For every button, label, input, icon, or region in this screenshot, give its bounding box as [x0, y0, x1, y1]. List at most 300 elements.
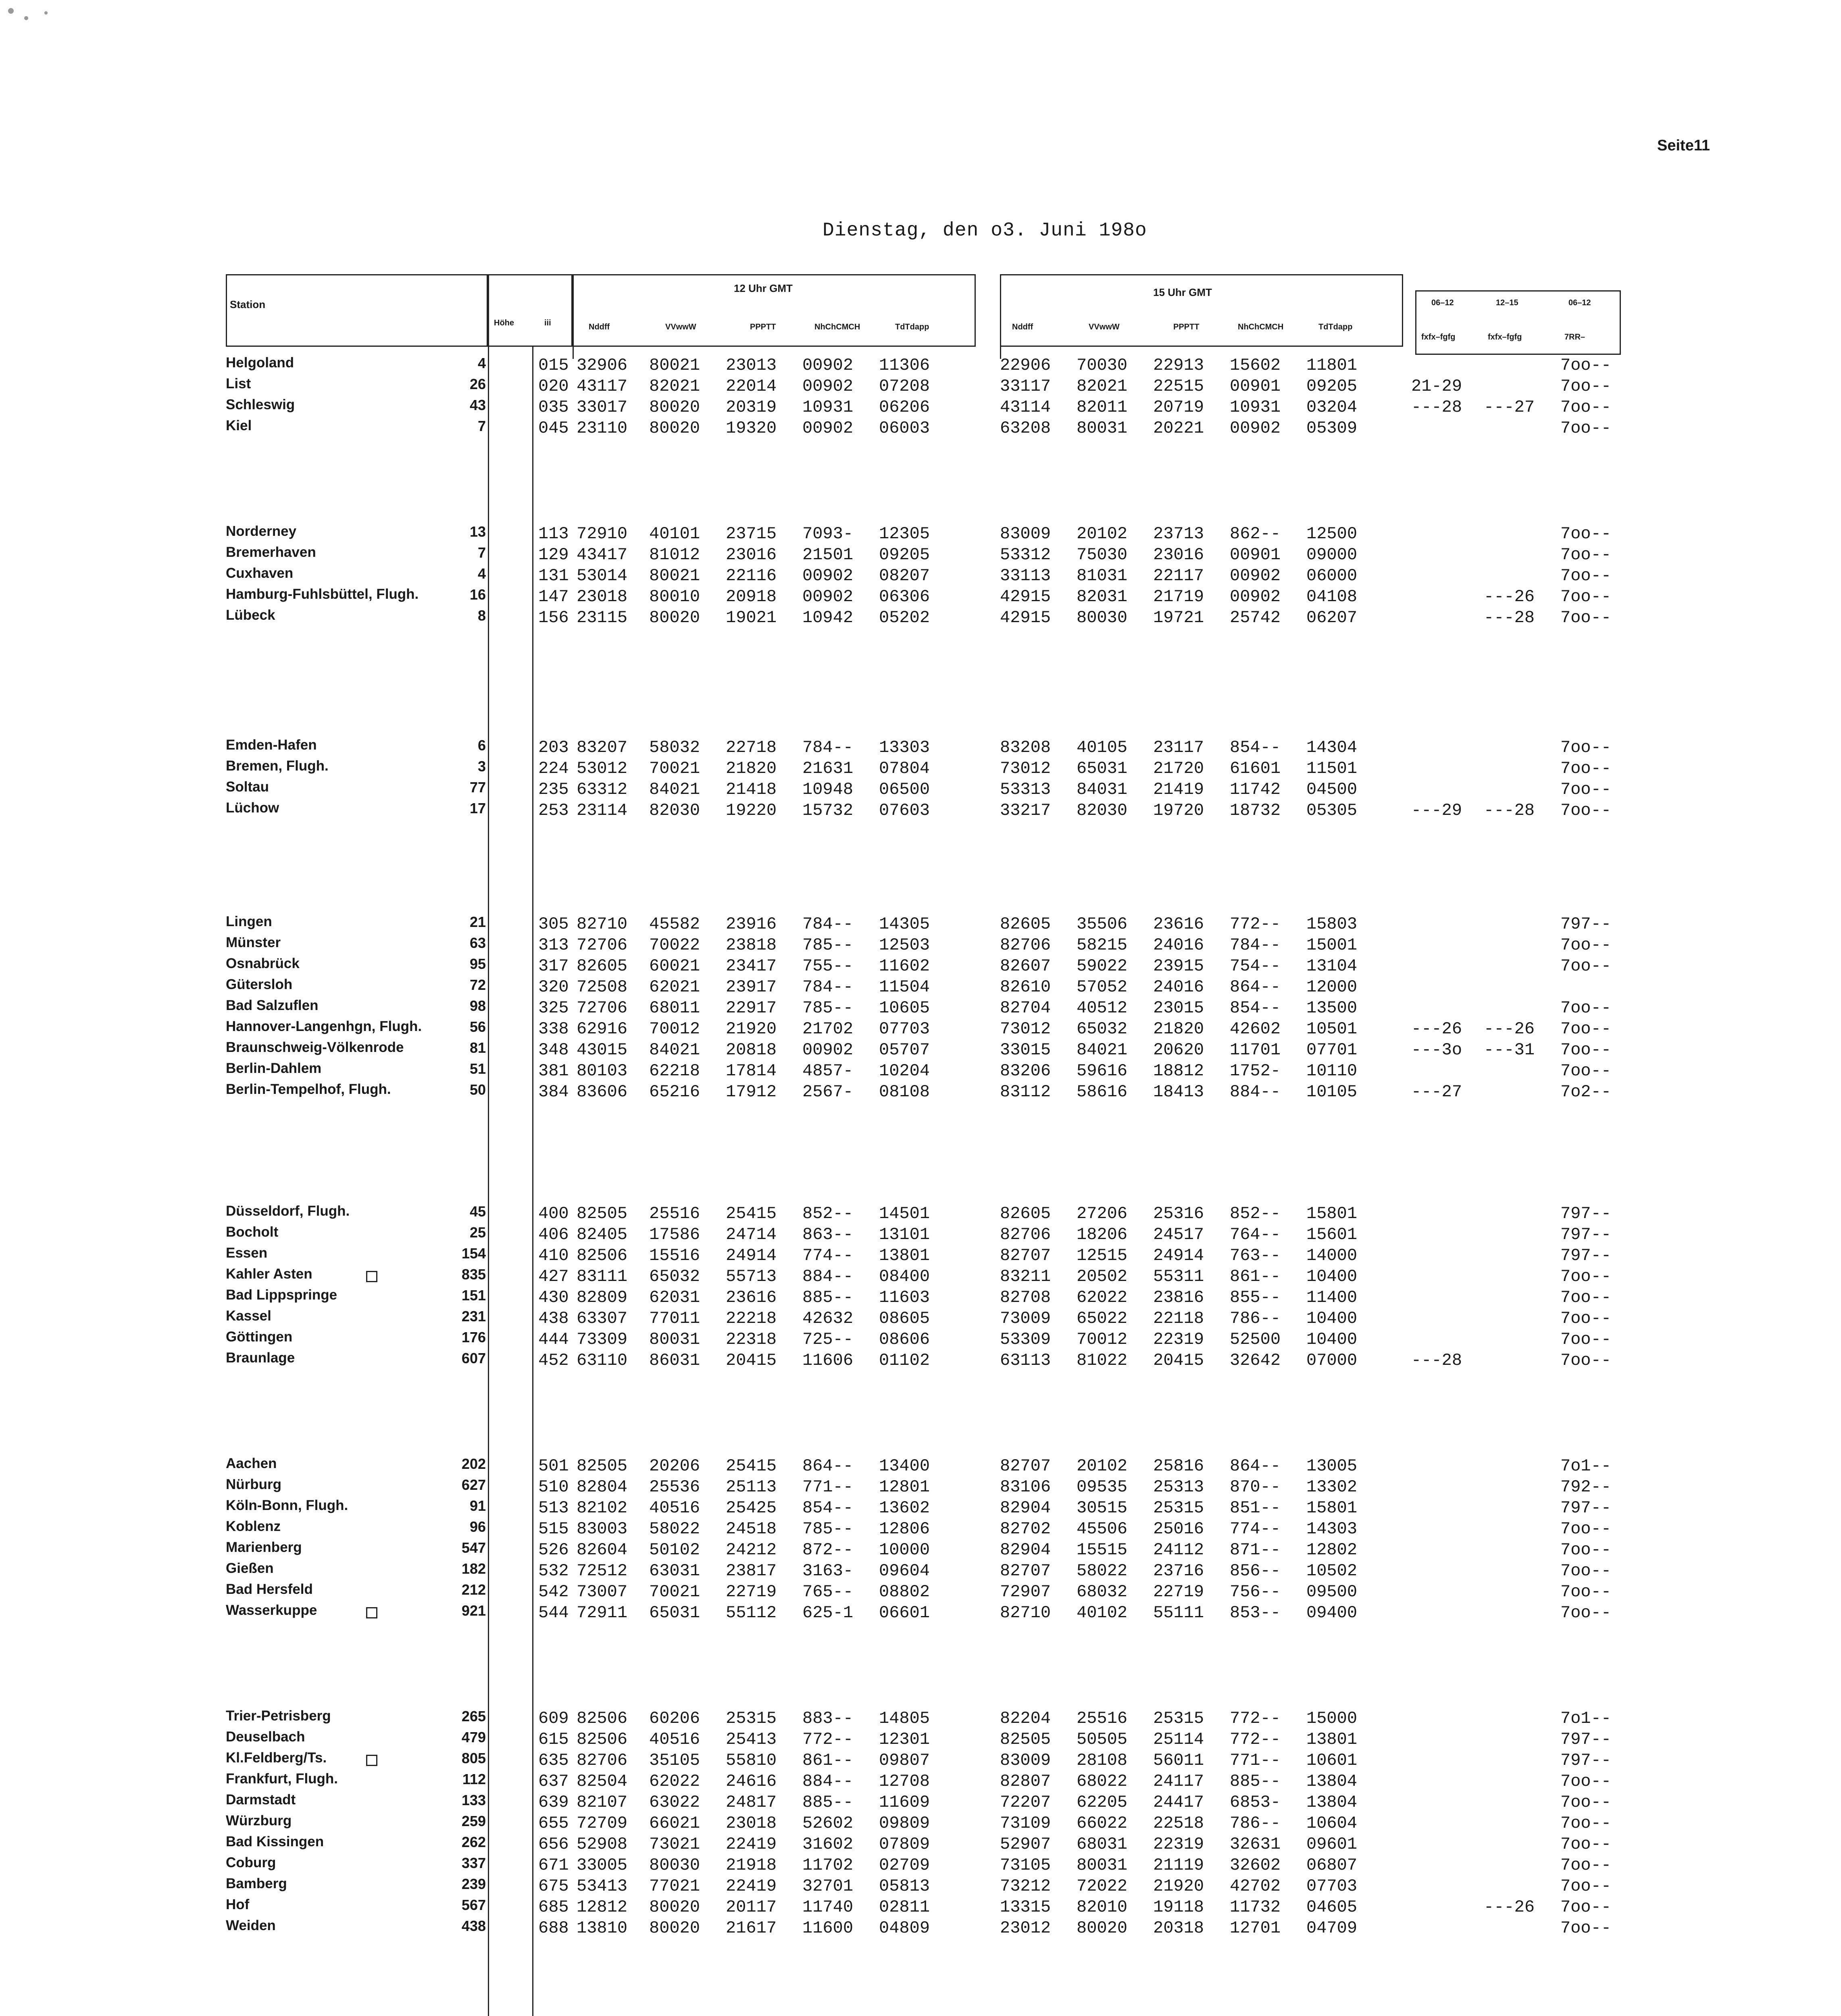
obs15-vvwww: 68031 [1077, 1835, 1128, 1854]
obs12-nddff: 82605 [577, 956, 628, 976]
station-name-text: Bad Salzuflen [226, 998, 319, 1013]
obs15-tdtdapp: 12500 [1306, 524, 1358, 544]
obs15-tdtdapp: 10601 [1306, 1751, 1358, 1770]
obs15-vvwww: 68032 [1077, 1582, 1128, 1602]
station-name [226, 1771, 338, 1787]
station-iii: 045 [538, 419, 569, 438]
station-row [226, 1081, 1661, 1102]
station-name-text: Deuselbach [226, 1729, 305, 1745]
station-name [226, 1060, 321, 1077]
obs15-vvwww: 27206 [1077, 1204, 1128, 1223]
obs12-vvwww: 82030 [649, 801, 700, 820]
obs15-ppptt: 24016 [1153, 977, 1204, 997]
obs15-tdtdapp: 06207 [1306, 608, 1358, 627]
obs12-tdtdapp: 09205 [879, 545, 930, 564]
open-square-icon [366, 1271, 377, 1282]
station-name [226, 779, 269, 795]
obs15-vvwww: 40102 [1077, 1603, 1128, 1622]
station-name [226, 1876, 287, 1892]
ext-12-15: ---26 [1484, 1019, 1535, 1039]
obs15-nhchcmch: 11701 [1230, 1040, 1281, 1060]
obs15-nhchcmch: 771-- [1230, 1751, 1281, 1770]
obs12-nddff: 63110 [577, 1351, 628, 1370]
obs15-ppptt: 56011 [1153, 1751, 1204, 1770]
station-height: 25 [469, 1224, 486, 1241]
obs12-ppptt: 21918 [726, 1856, 777, 1875]
station-row [226, 1918, 1661, 1939]
obs15-vvwww: 25516 [1077, 1709, 1128, 1728]
station-iii: 113 [538, 524, 569, 544]
station-height: 81 [469, 1039, 486, 1056]
station-name-text: Helgoland [226, 355, 294, 371]
obs15-nhchcmch: 884-- [1230, 1082, 1281, 1102]
station-row [226, 977, 1661, 998]
station-name [226, 1245, 267, 1261]
station-row [226, 1897, 1661, 1918]
obs15-nhchcmch: 856-- [1230, 1561, 1281, 1581]
station-name-text: Bad Hersfeld [226, 1581, 313, 1597]
header-iii: iii [544, 319, 551, 327]
obs15-nhchcmch: 774-- [1230, 1519, 1281, 1539]
obs15-nddff: 82708 [1000, 1288, 1051, 1307]
obs12-nddff: 53413 [577, 1876, 628, 1896]
station-row [226, 1560, 1661, 1581]
ext-7rr: 7oo-- [1560, 738, 1612, 757]
obs15-tdtdapp: 10400 [1306, 1330, 1358, 1349]
station-height: 212 [461, 1581, 486, 1598]
station-name [226, 914, 272, 930]
station-iii: 656 [538, 1835, 569, 1854]
obs15-nddff: 43114 [1000, 398, 1051, 417]
obs12-tdtdapp: 05202 [879, 608, 930, 627]
obs12-vvwww: 20206 [649, 1456, 700, 1476]
station-name-text: Braunschweig-Völkenrode [226, 1039, 404, 1055]
header-ext-sub-3: 7RR– [1564, 333, 1585, 342]
obs15-vvwww: 72022 [1077, 1876, 1128, 1896]
obs12-nddff: 72910 [577, 524, 628, 544]
obs12-tdtdapp: 02811 [879, 1897, 930, 1917]
obs15-vvwww: 82011 [1077, 398, 1128, 417]
obs15-tdtdapp: 14304 [1306, 738, 1358, 757]
obs12-nddff: 33005 [577, 1856, 628, 1875]
station-name [226, 1308, 271, 1324]
obs15-nddff: 53309 [1000, 1330, 1051, 1349]
station-row [226, 1224, 1661, 1245]
obs12-nhchcmch: 00902 [802, 566, 854, 585]
obs15-tdtdapp: 15001 [1306, 935, 1358, 955]
obs12-ppptt: 22318 [726, 1330, 777, 1349]
station-name [226, 1329, 292, 1345]
obs15-nhchcmch: 11742 [1230, 780, 1281, 799]
station-iii: 156 [538, 608, 569, 627]
obs12-nddff: 82706 [577, 1751, 628, 1770]
obs15-ppptt: 23816 [1153, 1288, 1204, 1307]
obs15-nddff: 73012 [1000, 759, 1051, 778]
obs15-nddff: 42915 [1000, 587, 1051, 606]
obs15-nddff: 82706 [1000, 935, 1051, 955]
obs12-vvwww: 58022 [649, 1519, 700, 1539]
obs15-vvwww: 62022 [1077, 1288, 1128, 1307]
obs12-ppptt: 55112 [726, 1603, 777, 1622]
obs15-vvwww: 18206 [1077, 1225, 1128, 1244]
obs12-tdtdapp: 02709 [879, 1856, 930, 1875]
obs15-vvwww: 59022 [1077, 956, 1128, 976]
obs15-nhchcmch: 11732 [1230, 1897, 1281, 1917]
obs15-nddff: 53312 [1000, 545, 1051, 564]
obs12-vvwww: 40101 [649, 524, 700, 544]
obs15-nhchcmch: 32602 [1230, 1856, 1281, 1875]
header-col-15-3: NhChCMCH [1238, 323, 1284, 331]
obs12-vvwww: 80021 [649, 356, 700, 375]
station-height: 112 [462, 1771, 486, 1787]
obs12-nhchcmch: 885-- [802, 1793, 854, 1812]
station-name [226, 1081, 391, 1098]
obs15-tdtdapp: 07703 [1306, 1876, 1358, 1896]
obs12-nhchcmch: 31602 [802, 1835, 854, 1854]
obs15-nddff: 82704 [1000, 998, 1051, 1018]
station-iii: 015 [538, 356, 569, 375]
obs15-vvwww: 81022 [1077, 1351, 1128, 1370]
ext-7rr: 7oo-- [1560, 1288, 1612, 1307]
station-row [226, 1203, 1661, 1224]
obs12-ppptt: 24817 [726, 1793, 777, 1812]
obs15-vvwww: 45506 [1077, 1519, 1128, 1539]
station-name-text: Kahler Asten [226, 1266, 312, 1282]
obs15-vvwww: 84021 [1077, 1040, 1128, 1060]
obs12-vvwww: 84021 [649, 1040, 700, 1060]
station-iii: 609 [538, 1709, 569, 1728]
ext-7rr: 7oo-- [1560, 1519, 1612, 1539]
ext-7rr: 7oo-- [1560, 587, 1612, 606]
obs12-nddff: 53014 [577, 566, 628, 585]
station-height: 16 [469, 586, 486, 603]
obs15-vvwww: 40105 [1077, 738, 1128, 757]
obs12-tdtdapp: 08605 [879, 1309, 930, 1328]
ext-7rr: 7oo-- [1560, 1876, 1612, 1896]
obs12-vvwww: 82021 [649, 377, 700, 396]
obs15-nddff: 82706 [1000, 1225, 1051, 1244]
station-name [226, 1855, 276, 1871]
station-name-text: Marienberg [226, 1539, 302, 1555]
station-row [226, 1708, 1661, 1729]
obs12-ppptt: 23016 [726, 545, 777, 564]
station-row [226, 1750, 1661, 1771]
station-height: 7 [477, 544, 486, 561]
obs15-nddff: 73009 [1000, 1309, 1051, 1328]
header-15uhr: 15 Uhr GMT [1153, 286, 1212, 298]
obs15-nddff: 82605 [1000, 1204, 1051, 1223]
ext-7rr: 7oo-- [1560, 780, 1612, 799]
ext-7rr: 7o1-- [1560, 1709, 1612, 1728]
station-row [226, 1350, 1661, 1371]
station-name-text: Bocholt [226, 1224, 279, 1240]
header-ext-sub-1: fxfx–fgfg [1421, 333, 1456, 342]
obs12-ppptt: 55713 [726, 1267, 777, 1286]
obs12-vvwww: 81012 [649, 545, 700, 564]
station-iii: 305 [538, 914, 569, 934]
station-name-text: Kassel [226, 1308, 271, 1324]
ext-7rr: 7oo-- [1560, 1267, 1612, 1286]
station-row [226, 607, 1661, 628]
obs12-nhchcmch: 11702 [802, 1856, 854, 1875]
station-name [226, 1834, 324, 1850]
obs15-nhchcmch: 853-- [1230, 1603, 1281, 1622]
obs15-vvwww: 84031 [1077, 780, 1128, 799]
ext-7rr: 7o1-- [1560, 1456, 1612, 1476]
obs15-nhchcmch: 00902 [1230, 566, 1281, 585]
obs15-nddff: 73012 [1000, 1019, 1051, 1039]
station-name-text: Düsseldorf, Flugh. [226, 1203, 350, 1219]
obs12-vvwww: 86031 [649, 1351, 700, 1370]
obs12-tdtdapp: 08606 [879, 1330, 930, 1349]
obs15-nddff: 73212 [1000, 1876, 1051, 1896]
obs15-nhchcmch: 42702 [1230, 1876, 1281, 1896]
station-row [226, 355, 1661, 376]
station-name [226, 1918, 276, 1934]
obs12-vvwww: 62218 [649, 1061, 700, 1081]
obs12-ppptt: 24518 [726, 1519, 777, 1539]
station-height: 26 [469, 376, 486, 392]
obs15-nddff: 33217 [1000, 801, 1051, 820]
obs12-nhchcmch: 10931 [802, 398, 854, 417]
obs12-ppptt: 20818 [726, 1040, 777, 1060]
obs12-nddff: 73007 [577, 1582, 628, 1602]
obs15-tdtdapp: 13804 [1306, 1772, 1358, 1791]
station-name-text: Osnabrück [226, 956, 300, 971]
header-col-15-1: VVwwW [1089, 323, 1120, 331]
obs12-vvwww: 70021 [649, 1582, 700, 1602]
obs15-tdtdapp: 09205 [1306, 377, 1358, 396]
obs12-nddff: 32906 [577, 356, 628, 375]
obs12-tdtdapp: 08108 [879, 1082, 930, 1102]
obs15-nhchcmch: 854-- [1230, 998, 1281, 1018]
obs15-vvwww: 12515 [1077, 1246, 1128, 1265]
station-row [226, 1245, 1661, 1266]
station-name [226, 355, 294, 371]
obs15-nhchcmch: 764-- [1230, 1225, 1281, 1244]
station-row [226, 1729, 1661, 1750]
obs12-ppptt: 25113 [726, 1477, 777, 1497]
obs12-ppptt: 22718 [726, 738, 777, 757]
obs15-nhchcmch: 754-- [1230, 956, 1281, 976]
obs12-tdtdapp: 11504 [879, 977, 930, 997]
obs15-ppptt: 19721 [1153, 608, 1204, 627]
obs12-tdtdapp: 11603 [879, 1288, 930, 1307]
obs15-ppptt: 25315 [1153, 1709, 1204, 1728]
station-iii: 203 [538, 738, 569, 757]
obs12-tdtdapp: 11609 [879, 1793, 930, 1812]
station-name-text: List [226, 376, 251, 392]
ext-12-15: ---31 [1484, 1040, 1535, 1060]
obs15-tdtdapp: 04605 [1306, 1897, 1358, 1917]
obs12-nhchcmch: 21631 [802, 759, 854, 778]
obs15-nddff: 82707 [1000, 1561, 1051, 1581]
obs12-nddff: 83003 [577, 1519, 628, 1539]
obs12-tdtdapp: 11306 [879, 356, 930, 375]
obs12-nhchcmch: 883-- [802, 1709, 854, 1728]
station-name-text: Weiden [226, 1918, 276, 1933]
ext-7rr: 7oo-- [1560, 1582, 1612, 1602]
obs12-ppptt: 20319 [726, 398, 777, 417]
obs12-nddff: 83111 [577, 1267, 628, 1286]
ext-7rr: 792-- [1560, 1477, 1612, 1497]
obs12-vvwww: 80031 [649, 1330, 700, 1349]
station-height: 13 [469, 523, 486, 540]
station-iii: 544 [538, 1603, 569, 1622]
obs15-vvwww: 80031 [1077, 419, 1128, 438]
station-height: 17 [469, 800, 486, 816]
header-station: Station [230, 298, 266, 310]
obs15-ppptt: 18812 [1153, 1061, 1204, 1081]
header-col-12-4: TdTdapp [895, 323, 929, 331]
station-name-text: Koblenz [226, 1518, 281, 1534]
obs12-vvwww: 77011 [649, 1309, 700, 1328]
obs12-ppptt: 22419 [726, 1876, 777, 1896]
obs15-ppptt: 25114 [1153, 1730, 1204, 1749]
obs15-vvwww: 80030 [1077, 608, 1128, 627]
obs12-nhchcmch: 21501 [802, 545, 854, 564]
obs15-tdtdapp: 04709 [1306, 1918, 1358, 1938]
obs15-vvwww: 82030 [1077, 801, 1128, 820]
obs12-nddff: 23114 [577, 801, 628, 820]
obs12-tdtdapp: 06306 [879, 587, 930, 606]
obs12-ppptt: 23018 [726, 1814, 777, 1833]
obs12-nddff: 53012 [577, 759, 628, 778]
obs12-nddff: 83207 [577, 738, 628, 757]
obs15-vvwww: 80031 [1077, 1856, 1128, 1875]
obs15-ppptt: 19118 [1153, 1897, 1204, 1917]
obs12-tdtdapp: 09809 [879, 1814, 930, 1833]
obs15-vvwww: 62205 [1077, 1793, 1128, 1812]
obs15-nhchcmch: 772-- [1230, 914, 1281, 934]
obs12-nhchcmch: 774-- [802, 1246, 854, 1265]
station-name [226, 1539, 302, 1556]
obs12-nddff: 82506 [577, 1709, 628, 1728]
obs12-ppptt: 21820 [726, 759, 777, 778]
obs12-tdtdapp: 06500 [879, 780, 930, 799]
station-name [226, 1224, 278, 1240]
station-name [226, 800, 279, 816]
obs15-ppptt: 21820 [1153, 1019, 1204, 1039]
obs15-nddff: 63113 [1000, 1351, 1051, 1370]
station-name-text: Gütersloh [226, 977, 293, 992]
obs12-vvwww: 35105 [649, 1751, 700, 1770]
obs12-ppptt: 21920 [726, 1019, 777, 1039]
station-iii: 430 [538, 1288, 569, 1307]
station-height: 151 [461, 1287, 486, 1304]
ext-7rr: 7oo-- [1560, 935, 1612, 955]
station-height: 176 [461, 1329, 486, 1345]
obs12-nhchcmch: 884-- [802, 1267, 854, 1286]
station-name [226, 1560, 274, 1577]
ext-7rr: 7oo-- [1560, 759, 1612, 778]
station-iii: 675 [538, 1876, 569, 1896]
ext-12-15: ---28 [1484, 608, 1535, 627]
obs15-nddff: 82702 [1000, 1519, 1051, 1539]
obs15-vvwww: 68022 [1077, 1772, 1128, 1791]
ext-7rr: 7oo-- [1560, 524, 1612, 544]
ext-7rr: 7oo-- [1560, 1772, 1612, 1791]
obs12-nddff: 82804 [577, 1477, 628, 1497]
obs15-ppptt: 18413 [1153, 1082, 1204, 1102]
scan-speck [44, 11, 48, 15]
obs12-tdtdapp: 04809 [879, 1918, 930, 1938]
station-name [226, 397, 295, 413]
ext-06-12: ---27 [1411, 1082, 1462, 1102]
station-row [226, 1771, 1661, 1792]
station-name [226, 523, 296, 539]
obs15-ppptt: 22719 [1153, 1582, 1204, 1602]
station-name [226, 607, 275, 623]
header-ext-2: 12–15 [1496, 298, 1518, 307]
station-height: 21 [469, 914, 486, 930]
obs12-nhchcmch: 10942 [802, 608, 854, 627]
obs15-tdtdapp: 05309 [1306, 419, 1358, 438]
obs15-tdtdapp: 09400 [1306, 1603, 1358, 1622]
ext-06-12: 21-29 [1411, 377, 1462, 396]
header-ext-1: 06–12 [1431, 298, 1454, 307]
obs15-nhchcmch: 00901 [1230, 377, 1281, 396]
station-name [226, 565, 293, 581]
obs15-vvwww: 65032 [1077, 1019, 1128, 1039]
obs12-nhchcmch: 884-- [802, 1772, 854, 1791]
station-name-text: Trier-Petrisberg [226, 1708, 331, 1724]
obs15-nddff: 82204 [1000, 1709, 1051, 1728]
obs15-nhchcmch: 42602 [1230, 1019, 1281, 1039]
obs12-nhchcmch: 885-- [802, 1288, 854, 1307]
obs12-ppptt: 22419 [726, 1835, 777, 1854]
obs12-nhchcmch: 15732 [802, 801, 854, 820]
obs12-nhchcmch: 771-- [802, 1477, 854, 1497]
obs12-tdtdapp: 13101 [879, 1225, 930, 1244]
obs12-ppptt: 21418 [726, 780, 777, 799]
ext-7rr: 797-- [1560, 1751, 1612, 1770]
obs12-nddff: 63312 [577, 780, 628, 799]
obs15-ppptt: 24117 [1153, 1772, 1204, 1791]
station-height: 262 [461, 1834, 486, 1850]
obs12-vvwww: 40516 [649, 1730, 700, 1749]
obs15-ppptt: 22118 [1153, 1309, 1204, 1328]
station-name-text: Köln-Bonn, Flugh. [226, 1497, 348, 1513]
station-name-text: Göttingen [226, 1329, 293, 1345]
station-height: 56 [469, 1018, 486, 1035]
obs15-nddff: 83208 [1000, 738, 1051, 757]
station-height: 479 [461, 1729, 486, 1745]
obs12-tdtdapp: 10000 [879, 1540, 930, 1560]
obs12-vvwww: 80020 [649, 419, 700, 438]
station-name [226, 586, 419, 602]
station-name [226, 1039, 404, 1056]
obs12-vvwww: 80020 [649, 1897, 700, 1917]
station-name [226, 737, 317, 753]
station-name [226, 376, 251, 392]
obs12-tdtdapp: 10605 [879, 998, 930, 1018]
station-name [226, 758, 329, 774]
obs12-nddff: 33017 [577, 398, 628, 417]
station-name [226, 1018, 422, 1035]
station-name-text: Kiel [226, 418, 252, 433]
obs15-vvwww: 57052 [1077, 977, 1128, 997]
header-15uhr-box [1000, 274, 1403, 347]
station-row [226, 565, 1661, 586]
obs12-ppptt: 21617 [726, 1918, 777, 1938]
obs15-tdtdapp: 15803 [1306, 914, 1358, 934]
station-row [226, 737, 1661, 758]
obs12-nddff: 82505 [577, 1204, 628, 1223]
obs12-nhchcmch: 765-- [802, 1582, 854, 1602]
station-row [226, 1287, 1661, 1308]
obs15-ppptt: 55311 [1153, 1267, 1204, 1286]
